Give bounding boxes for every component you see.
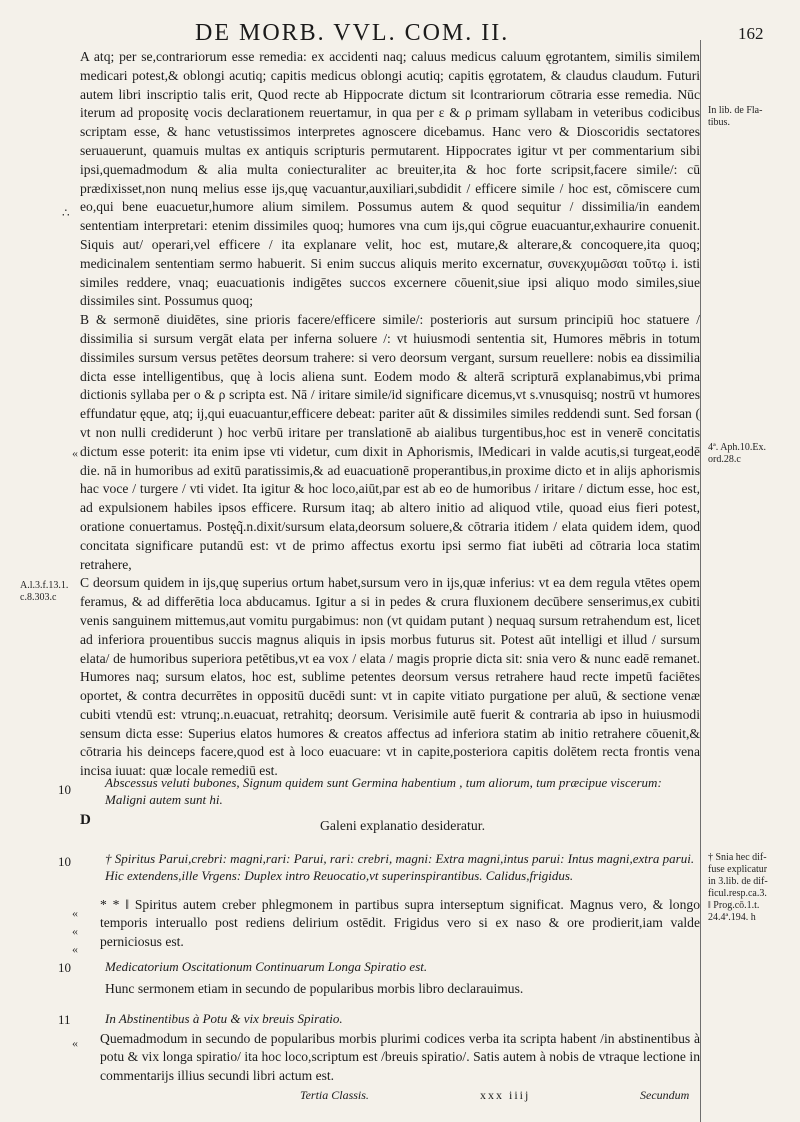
page-number: 162	[738, 24, 764, 43]
line-number: 10	[58, 960, 71, 975]
abscessus-text: Abscessus veluti bubones, Signum quidem sunt Germina habentium , tum aliorum, tum præcipue viscerum: Maligni autem sunt hi.	[105, 775, 662, 807]
section-letter-d: D	[80, 812, 91, 828]
quote-mark: «	[72, 906, 78, 920]
paragraph-a: A atq; per se,contrariorum esse remedia: ex accidenti naq; caluus medicus caluum ęgrotantem, similis similem medicari potest,& oblongi acutiq; capitis medicus oblongi acutiq; capitis ęgrotatem, & claudus claudum. Futuri autem libri inscriptio talis erit, Quod recte ab Hippocrate dictum sit ‖contrariorum cōtraria esse remedia. Nūc iterum ad propositę vocis declarationem reuertamur, in qua per ε & ρ primam syllabam in veteribus codicibus scriptam esse, & hanc vetustissimos interpretes agnoscere dicebamus. Hanc vero & Dioscoridis sectatores seruauerunt, quamuis multas ex antiquis scripturis permutarent. Hippocrates igitur vt per commentarium sibi ipsi,quemadmodum & alia multa coniecturaliter ac breuiter,ita & hoc forte scripsit,facere simile/: cū prædixisset,non nunq melius esse ijs,quę vacuantur,auxiliari,subdidit / efficere simile / hoc est, cōmiscere cum eo,qui bene euacuetur,humore alium similem. Possumus autem & quod sequitur / dissimilia/in eandem sententiam interpretari: etenim dissimiles quoq; humores vna cum ijs,qui cōgrue euacuantur,exhaurire conuenit. Siquis aut/ operari,vel efficere / ita explanare velit, hoc est, mutare,& alterare,& concoquere,ita quoq; medicinalem sententiam sermo habuerit. Si enim succus aliquis merito excernatur, συνεκχυμῶσαι τοῦτῳ i. isti similes reddere, vnaq; euacuationis indigētes succos excernere cōuenit,siue ipsi aliquo modo similes,siue dissimiles sint. Possumus quoq;	[80, 49, 700, 309]
paragraph-c: C deorsum quidem in ijs,quę superius ortum habet,sursum vero in ijs,quæ inferius: vt ea dem regula vtētes opem feramus, & ad differētia loca abducamus. Igitur a si in pedes & crura fluxionem decūbere senserimus,ex cubiti venis sanguinem mittemus,aut vomitu purgabimus: non (vt quidam putant ) nequaq sursum retrahendum est, licet ad inferiora prouentibus succis magnus aliquis in ipsis morbus futurus sit. Potest aūt intelligi et illud / sursum elata/ de humoribus superiora petētibus,vt ea vox / elata / magis proprie dicta sit: snia vero & nunc eadē remanet. Humores naq; sursum elatos, hoc est, sublime petentes deorsum versus retrahere haud recte impetū faciētes oportet, & contra decurrētes in oppositū ducēdi sunt: vt in capite vitiato purgatione per aluū, & sectione venæ cubiti vtendū est: vtrunq;.n.euacuat, retrahitq; deorsum. Verisimile autē fuerit & contraria ab ipso in huiusmodi sensum dicta esse: Superius elatos humores & creatos affectus ad inferiora statim ab initio retrahere cōuenit,& cōtraria his deinceps facere,quod est à loco euacuare: vt in capite,posteriora capitis dolētem recta frontis vena incisa iuuat: quæ locale remediū est.	[80, 575, 700, 779]
medicatorium-text: Medicatorium Oscitationum Continuarum Longa Spiratio est.	[105, 959, 428, 974]
spiritus-italic-text: † Spiritus Parui,crebri: magni,rari: Parui, rari: crebri, magni: Extra magni,intus parui: Intus magni,extra parui. Hic extendens,ille Vrgens: Duplex intro Reuocatio,vt superinspirantibus. Calidus,frigidus.	[105, 851, 695, 883]
margin-note-ref: A.l.3.f.13.1. c.8.303.c	[20, 580, 69, 603]
spiritus-roman-text: * * ‖ Spiritus autem creber phlegmonem in partibus supra interseptum significat. Magnus vero, & longo temporis interuallo post rediens delirium ostēdit. Frigidus vero si ex naso & ore prodierit,iam valde perniciosus est.	[100, 897, 700, 949]
line-number: 10	[58, 782, 71, 797]
line-number: 10	[58, 854, 71, 869]
galeni-heading: Galeni explanatio desideratur.	[319, 818, 486, 833]
quote-mark: «	[72, 446, 78, 460]
margin-rule	[700, 40, 701, 1122]
line-number: 11	[58, 1012, 71, 1027]
paragraph-b: B & sermonē diuidētes, sine prioris facere/efficere simile/: posterioris aut sursum principiū hoc statuere / dissimilia si sursum vergāt elata per inferna soluere /: vt huiusmodi sententia sit, Humores mēbris in totum dissimiles sursum versus petētes deorsum trahere: si vero deorsum vergant, sursum reuellere: nobis ea dissimilia dicta esse intelligentibus, quę à locis aliena sunt. Eodem modo & alterā scripturā explanabimus,vbi prima dictionis syllaba per ο & ρ scripta est. Nā / iritare simile/id significare dicemus,vt s.vnusquisq; nostrū vt humores effundatur ęque, atq; ij,qui euacuantur,efficere debeat: pariter aūt & dissimiles similes reddendi sunt. Sed forsan ( vt non nulli crediderunt ) hoc verbū iritare per translationē ab aialibus turgentibus,hoc est in venerē concitatis dictum esse poterit: ita enim ipse vti videtur, cum dixit in Aphorismis, ‖Medicari in valde acutis,si turgeat,eodē die. nā in humoribus ad exitū paratissimis,& ad euacuationē properantibus,in proxime dicto et in alijs aphorismis hac voce / turgere / vti videt. Ita igitur & hoc loco,aiūt,par est ab eo de humoribus / iritare / dictum esse, hoc est, ad expulsionem habiles ipsos efficere. Rursum itaq; ab altero initio ad aliquod vtile, quoad eius fieri potest, oratione conuertamus. Postęq̃.n.dixit/sursum elata,deorsum soluere,& cōtraria itidem / elata quidem idem, quod concitata significare putandū est: vt de primo affectus exortu ipsi sermo fiat iubēti ad cōtraria loca statim retrahere,	[80, 312, 700, 572]
quote-mark: «	[72, 942, 78, 956]
quote-mark: «	[72, 1036, 78, 1050]
quemadmodum-text: Quemadmodum in secundo de popularibus morbis plurimi codices verba ita scripta habent /in abstinentibus à potu & vix longa spiratio/ ita hoc loco,scriptum est /breuis spiratio/. Satis autem à nobis de vtraque lectione in commentarijs illius secundi libri actum est.	[100, 1031, 700, 1083]
margin-note-flatibus: In lib. de Fla- tibus.	[708, 105, 763, 128]
star-mark: ∴	[62, 206, 70, 220]
running-head: DE MORB. VVL. COM. II.	[195, 20, 510, 46]
main-text	[80, 48, 700, 781]
margin-note-difficul: † Snia hec dif- fuse explicatur in 3.lib. de dif- ficul.resp.ca.3. ‖ Prog.cō.1.t. 24.4ª.194. h	[708, 852, 768, 923]
gathering-mark: xxx iiij	[480, 1088, 531, 1102]
margin-note-aphorism: 4ª. Aph.10.Ex. ord.28.c	[708, 442, 767, 465]
abstinentibus-text: In Abstinentibus à Potu & vix breuis Spiratio.	[105, 1011, 343, 1026]
signature-mark: Tertia Classis.	[300, 1088, 369, 1102]
hunc-text: Hunc sermonem etiam in secundo de popularibus morbis libro declarauimus.	[105, 981, 524, 996]
catchword: Secundum	[640, 1088, 690, 1102]
quote-mark: «	[72, 924, 78, 938]
